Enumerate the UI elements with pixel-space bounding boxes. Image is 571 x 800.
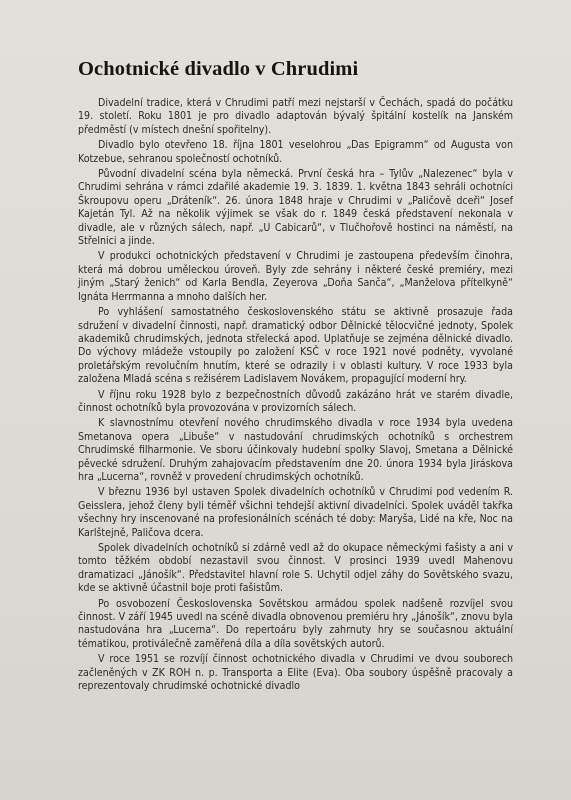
document-body — [78, 97, 513, 693]
paragraph: V říjnu roku 1928 bylo z bezpečnostních důvodů zakázáno hrát ve starém divadle, činnost ochotníků byla provozována v provizorních sálech. — [78, 388, 513, 414]
paragraph: Spolek divadelních ochotníků si zdárně vedl až do okupace německými fašisty a ani v tomto těžkém období nezastavil svou činnost. V prosinci 1939 uvedl Mahenovu dramatizaci „Jánošík“. Představitel hlavní role S. Uchytil odjel záhy do Sovětského svazu, kde se aktivně účastnil boje proti fašistům. — [78, 542, 513, 595]
paragraph: V produkci ochotnických představení v Chrudimi je zastoupena především činohra, která má dobrou uměleckou úroveň. Byly zde sehrány i některé české premiéry, mezi jiným „Starý ženich“ od Karla Bendla, Zeyerova „Doňa Sanča“, „Manželova přítelkyně“ Ignáta Herrmanna a mnoho dalších her. — [78, 250, 513, 303]
paragraph: Divadelní tradice, která v Chrudimi patří mezi nejstarší v Čechách, spadá do počátku 19. století. Roku 1801 je pro divadlo adaptován bývalý špitální kostelík na Janském předměstí (v místech dnešní spořitelny). — [78, 97, 513, 136]
paragraph: K slavnostnímu otevření nového chrudimského divadla v roce 1934 byla uvedena Smetanova opera „Libuše“ v nastudování chrudimských ochotníků s orchestrem Chrudimské filharmonie. Ve sboru účinkovaly hudební spolky Slavoj, Smetana a Dělnické pěvecké sdružení. Druhým zahajovacím představením dne 20. února 1934 byla Jiráskova hra „Lucerna“, rovněž v provedení chrudimských ochotníků. — [78, 417, 513, 483]
paragraph: Po osvobození Československa Sovětskou armádou spolek nadšeně rozvíjel svou činnost. V září 1945 uvedl na scéně divadla obnovenou premiéru hry „Jánošík“, znovu byla nastudována hra „Lucerna“. Do repertoáru byly zahrnuty hry se současnou aktuální tématikou, protiválečně zaměřená díla a díla sovětských autorů. — [78, 597, 513, 650]
paragraph: V březnu 1936 byl ustaven Spolek divadelních ochotníků v Chrudimi pod vedením R. Geisslera, jehož členy byli téměř všichni tehdejší aktivní divadelníci. Spolek uváděl takřka všechny hry inscenované na profesionálních scénách té doby: Maryša, Lidé na kře, Noc na Karlštejně, Paličova dcera. — [78, 486, 513, 539]
paragraph: V roce 1951 se rozvíjí činnost ochotnického divadla v Chrudimi ve dvou souborech začleněných v ZK ROH n. p. Transporta a Elite (Eva). Oba soubory úspěšně pracovaly a reprezentovaly chrudimské ochotnické divadlo — [78, 653, 513, 693]
paragraph: Původní divadelní scéna byla německá. První česká hra – Tylův „Nalezenec“ byla v Chrudimi sehrána v rámci zdařilé akademie 19. 3. 1839. 1. května 1843 sehráli ochotníci Škroupovu operu „Dráteník“. 26. února 1848 hraje v Chrudimi v „Paličově dceři“ Josef Kajetán Tyl. Až na několik výjimek se však do r. 1849 česká představení nekonala v divadle, ale v různých sálech, např. „U Cabicarů“, v Tlučhořově hostinci na náměstí, na Střelnici a jinde. — [78, 168, 513, 248]
paragraph: Po vyhlášení samostatného československého státu se aktivně prosazuje řada sdružení v divadelní činnosti, např. dramatický odbor Dělnické tělocvičné jednoty, Spolek akademiků chrudimských, jednota střelecká apod. Uplatňuje se zejména dělnické divadlo. Do výchovy mládeže vstoupily po založení KSČ v roce 1921 nové podněty, vyvolané proletářským revolučním hnutím, které se odrazily i v oblasti kultury. V roce 1933 byla založena Mladá scéna s režisérem Ladislavem Novákem, propagující moderní hry. — [78, 306, 513, 386]
paragraph: Divadlo bylo otevřeno 18. října 1801 veselohrou „Das Epigramm“ od Augusta von Kotzebue, sehranou společností ochotníků. — [78, 139, 513, 165]
document-title: Ochotnické divadlo v Chrudimi — [78, 58, 359, 80]
